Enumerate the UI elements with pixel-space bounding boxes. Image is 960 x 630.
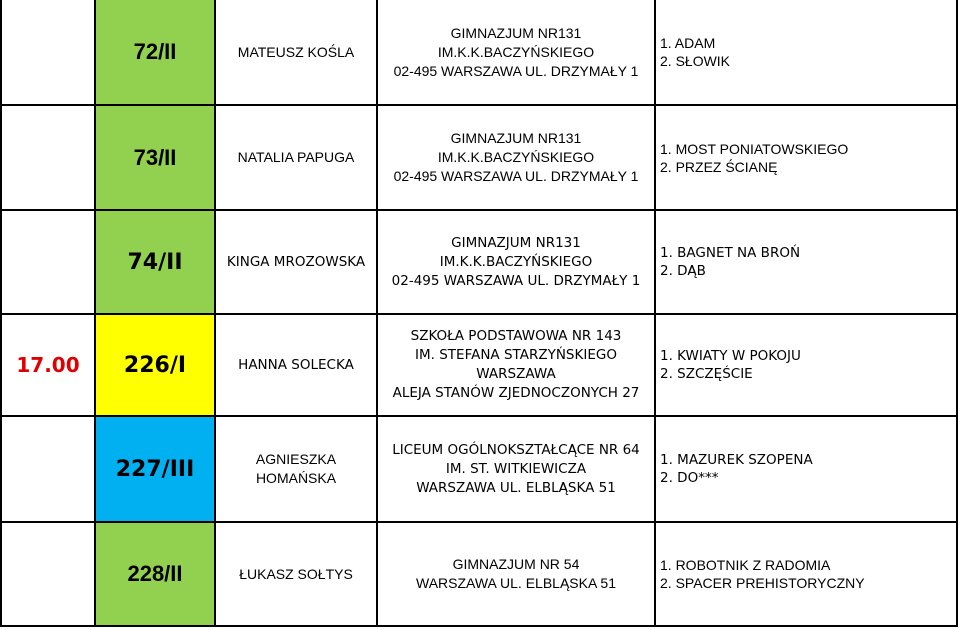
song-item: 1. ADAM — [660, 35, 716, 51]
time-cell — [1, 210, 95, 314]
time-cell — [1, 522, 95, 626]
table-row — [1, 210, 957, 314]
school-line: WARSZAWA UL. ELBLĄSKA 51 — [416, 575, 616, 591]
name-line: MATEUSZ KOŚLA — [237, 43, 355, 60]
entry-number: 73/II — [95, 105, 215, 210]
entry-number: 226/I — [95, 314, 215, 416]
entry-number: 74/II — [95, 210, 215, 314]
school-line: GIMNAZJUM NR131 — [451, 234, 581, 251]
song-list — [655, 416, 957, 522]
entry-number: 228/II — [95, 522, 215, 626]
performer-name — [215, 416, 377, 522]
school-line: WARSZAWA — [476, 366, 556, 382]
school-line: IM. ST. WITKIEWICZA — [445, 460, 587, 477]
name-line: NATALIA PAPUGA — [237, 149, 355, 165]
school-line: ALEJA STANÓW ZJEDNOCZONYCH 27 — [392, 385, 640, 401]
performer-name — [215, 0, 377, 105]
performer-name — [215, 105, 377, 210]
school-info — [377, 210, 655, 314]
table-row — [1, 314, 957, 416]
song-list — [655, 314, 957, 416]
school-info — [377, 416, 655, 522]
song-list — [655, 105, 957, 210]
song-item: 1. KWIATY W POKOJU — [660, 348, 801, 364]
school-line: IM.K.K.BACZYŃSKIEGO — [437, 43, 595, 60]
table-row — [1, 0, 957, 105]
song-item: 2. DO*** — [660, 470, 719, 486]
time-cell: 17.00 — [1, 314, 95, 416]
school-line: 02-495 WARSZAWA UL. DRZYMAŁY 1 — [393, 62, 639, 79]
school-line: WARSZAWA UL. ELBLĄSKA 51 — [416, 479, 616, 496]
school-info — [377, 522, 655, 626]
song-list — [655, 210, 957, 314]
table-row — [1, 522, 957, 626]
table-row — [1, 105, 957, 210]
song-item: 2. PRZEZ ŚCIANĘ — [660, 158, 778, 175]
school-line: IM.K.K.BACZYŃSKIEGO — [437, 149, 595, 165]
performer-name — [215, 522, 377, 626]
name-line: HANNA SOLECKA — [238, 356, 354, 373]
song-item: 2. SŁOWIK — [660, 53, 731, 69]
entry-number: 72/II — [95, 0, 215, 105]
school-info — [377, 0, 655, 105]
song-list — [655, 522, 957, 626]
name-line: AGNIESZKA — [255, 451, 337, 467]
entry-number: 227/III — [95, 416, 215, 522]
school-line: GIMNAZJUM NR 54 — [452, 556, 580, 572]
time-cell — [1, 105, 95, 210]
performer-name — [215, 210, 377, 314]
performer-name — [215, 314, 377, 416]
school-line: 02-495 WARSZAWA UL. DRZYMAŁY 1 — [391, 272, 641, 289]
song-item: 2. SPACER PREHISTORYCZNY — [660, 575, 865, 591]
time-cell — [1, 416, 95, 522]
name-line: ŁUKASZ SOŁTYS — [239, 565, 353, 582]
song-item: 1. ROBOTNIK Z RADOMIA — [660, 557, 831, 573]
song-item: 1. MOST PONIATOWSKIEGO — [660, 140, 849, 157]
song-item: 1. MAZUREK SZOPENA — [660, 452, 813, 468]
school-line: IM. STEFANA STARZYŃSKIEGO — [415, 347, 617, 363]
school-info — [377, 314, 655, 416]
table-row — [1, 416, 957, 522]
name-line: KINGA MROZOWSKA — [226, 253, 366, 270]
school-line: LICEUM OGÓLNOKSZTAŁCĄCE NR 64 — [392, 441, 640, 458]
name-line: HOMAŃSKA — [255, 470, 337, 486]
song-item: 2. DĄB — [660, 263, 706, 279]
school-line: GIMNAZJUM NR131 — [450, 24, 582, 41]
school-line: GIMNAZJUM NR131 — [450, 130, 582, 146]
school-line: 02-495 WARSZAWA UL. DRZYMAŁY 1 — [393, 168, 639, 184]
time-cell — [1, 0, 95, 105]
school-info — [377, 105, 655, 210]
song-list — [655, 0, 957, 105]
song-item: 2. SZCZĘŚCIE — [660, 366, 753, 382]
school-line: IM.K.K.BACZYŃSKIEGO — [439, 253, 593, 270]
song-item: 1. BAGNET NA BROŃ — [660, 245, 801, 261]
school-line: SZKOŁA PODSTAWOWA NR 143 — [410, 328, 622, 344]
